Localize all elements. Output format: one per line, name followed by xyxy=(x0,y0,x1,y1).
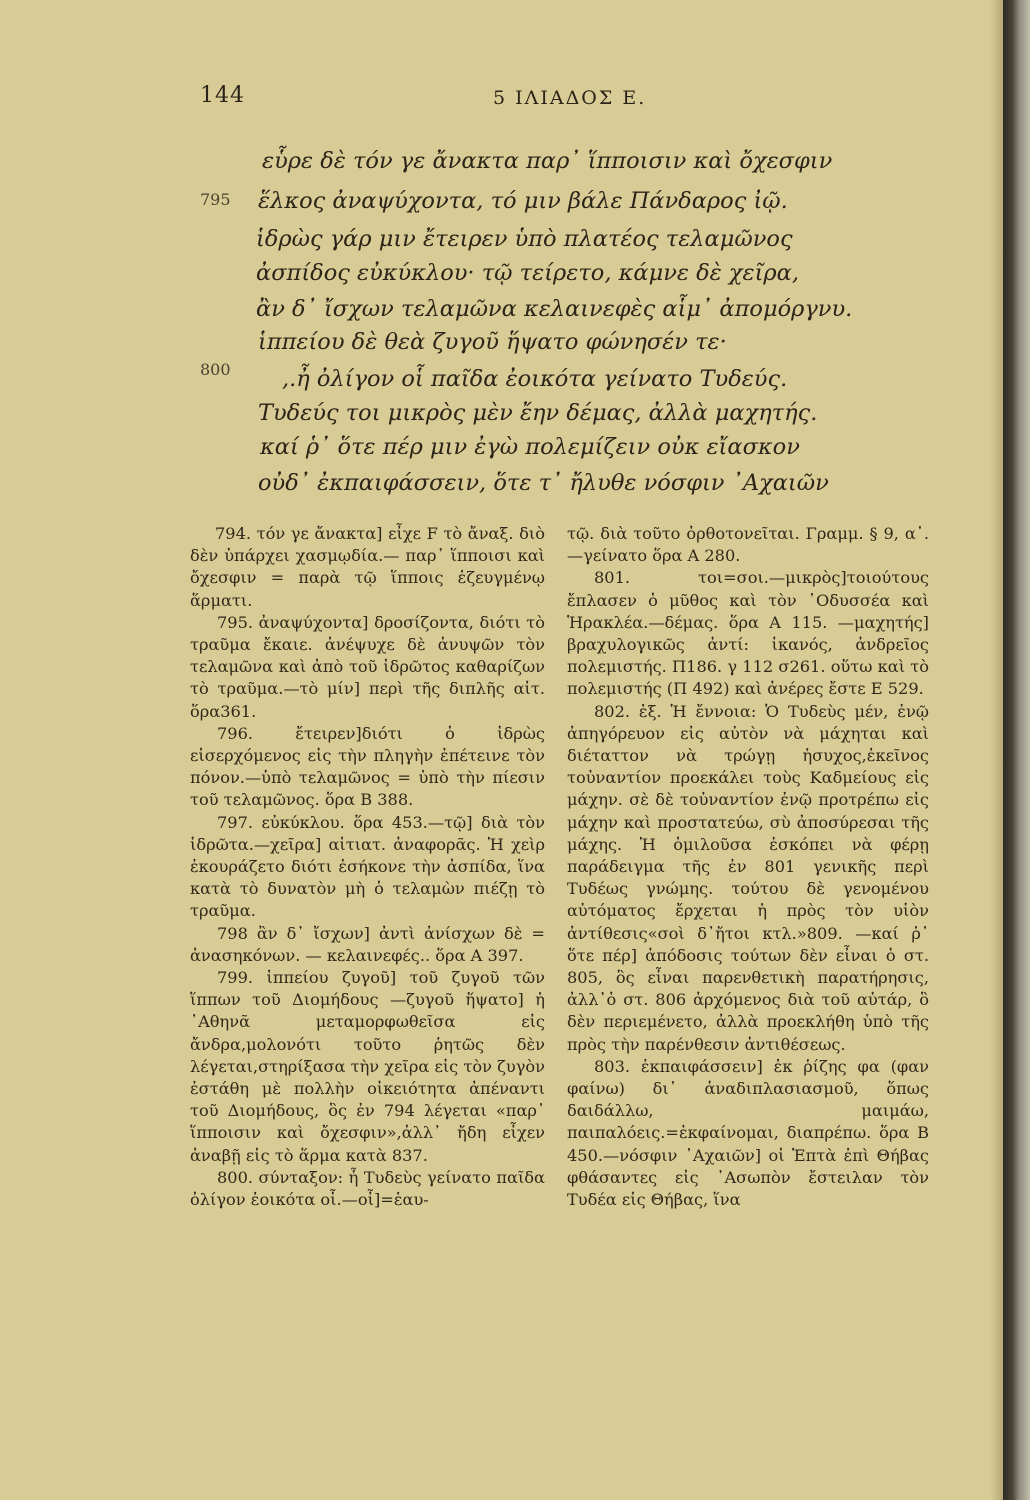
verse-line-number: 800 xyxy=(200,360,231,379)
verse-line: καί ῥ᾽ ὅτε πέρ μιν ἐγὼ πολεμίζειν οὐκ εἴασκον xyxy=(260,434,800,460)
verse-line: ,.ἦ ὀλίγον οἷ παῖδα ἐοικότα γείνατο Τυδεύς. xyxy=(282,366,788,392)
commentary-note: 796. ἔτειρεν]διότι ὁ ἱδρὼς εἰσερχόμενος εἰς τὴν πληγὴν ἐπέτεινε τὸν πόνον.—ὑπὸ τελαμῶνος = ὑπὸ τὴν πίεσιν τοῦ τελαμῶνος. ὅρα Β 388. xyxy=(190,723,545,810)
verse-line: ἱππείου δὲ θεὰ ζυγοῦ ἥψατο φώνησέν τε· xyxy=(258,329,727,355)
verse-line-number: 795 xyxy=(200,190,231,209)
commentary-note: 798 ἂν δ᾽ ἴσχων] ἀντὶ ἀνίσχων δὲ = ἀνασηκόνων. — κελαινεφές.. ὅρα Α 397. xyxy=(190,923,545,965)
commentary-left-column xyxy=(190,523,545,1211)
commentary-note: 795. ἀναψύχοντα] δροσίζοντα, διότι τὸ τραῦμα ἔκαιε. ἀνέψυχε δὲ ἀνυψῶν τὸν τελαμῶνα καὶ ἀπὸ τοῦ ἱδρῶτος καθαρίζων τὸ τραῦμα.—τὸ μίν] περὶ τῆς διπλῆς αἰτ. ὅρα361. xyxy=(190,612,545,721)
commentary-note: 803. ἐκπαιφάσσειν] ἐκ ῥίζης φα (φαν φαίνω) δι᾽ ἀναδιπλασιασμοῦ, ὅπως δαιδάλλω, μαιμάω, παιπαλόεις.=ἐκφαίνομαι, διαπρέπω. ὅρα Β 450.—νόσφιν ᾽Αχαιῶν] οἱ Ἑπτὰ ἐπὶ Θήβας φθάσαντες εἰς ᾽Ασωπὸν ἔστειλαν τὸν Τυδέα εἰς Θήβας, ἵνα xyxy=(567,1056,929,1210)
page-number: 144 xyxy=(200,83,245,108)
verse-line: Τυδεύς τοι μικρὸς μὲν ἔην δέμας, ἀλλὰ μαχητής. xyxy=(258,400,818,426)
book-spine-edge xyxy=(1003,0,1030,1500)
verse-line: οὐδ᾽ ἐκπαιφάσσειν, ὅτε τ᾽ ἤλυθε νόσφιν ᾽Αχαιῶν xyxy=(258,470,829,496)
verse-line: ἱδρὼς γάρ μιν ἔτειρεν ὑπὸ πλατέος τελαμῶνος xyxy=(256,226,793,252)
verse-line: εὗρε δὲ τόν γε ἄνακτα παρ᾽ ἵπποισιν καὶ ὄχεσφιν xyxy=(262,148,833,174)
verse-line: ἀσπίδος εὐκύκλου· τῷ τείρετο, κάμνε δὲ χεῖρα, xyxy=(256,260,799,286)
commentary-right-column xyxy=(567,523,929,1211)
page-gutter-shadow xyxy=(990,0,1004,1500)
verse-line: ἂν δ᾽ ἴσχων τελαμῶνα κελαινεφὲς αἷμ᾽ ἀπομόργνυ. xyxy=(256,296,853,322)
commentary-note: 800. σύνταξον: ἦ Τυδεὺς γείνατο παῖδα ὀλίγον ἐοικότα οἷ.—οἷ]=ἑαυ- xyxy=(190,1167,545,1210)
running-head: 5 ΙΛΙΑΔΟΣ Ε. xyxy=(493,87,647,109)
commentary-note: 799. ἱππείου ζυγοῦ] τοῦ ζυγοῦ τῶν ἵππων τοῦ Διομήδους —ζυγοῦ ἥψατο] ἡ ᾽Αθηνᾶ μεταμορφωθεῖσα εἰς ἄνδρα,μολονότι τοῦτο ῥητῶς δὲν λέγεται,στηρίξασα τὴν χεῖρα εἰς τὸν ζυγὸν ἐστάθη μὲ πολλὴν οἰκειότητα ἀπέναντι τοῦ Διομήδους, ὃς ἐν 794 λέγεται «παρ᾽ ἵπποισιν καὶ ὄχεσφιν»,ἀλλ᾽ ἤδη εἶχεν ἀναβῇ εἰς τὸ ἅρμα κατὰ 837. xyxy=(190,968,545,1165)
verse-line: ἕλκος ἀναψύχοντα, τό μιν βάλε Πάνδαρος ἰῷ. xyxy=(258,188,788,214)
commentary-note-continued: τῷ. διὰ τοῦτο ὀρθοτονεῖται. Γραμμ. § 9, α᾽.—γείνατο ὅρα Α 280. xyxy=(567,524,929,566)
commentary-note: 794. τόν γε ἄνακτα] εἶχε F τὸ ἄναξ. διὸ δὲν ὑπάρχει χασμῳδία.— παρ᾽ ἵπποισι καὶ ὄχεσφιν = παρὰ τῷ ἵπποις ἐζευγμένῳ ἅρματι. xyxy=(190,524,545,610)
commentary-note: 801. τοι=σοι.—μικρὸς]τοιούτους ἔπλασεν ὁ μῦθος καὶ τὸν ᾽Οδυσσέα καὶ Ἡρακλέα.—δέμας. ὅρα Α 115. —μαχητής] βραχυλογικῶς ἀντί: ἱκανός, ἀνδρεῖος πολεμιστής. Π186. γ 112 σ261. οὕτω καὶ τὸ πολεμιστής (Π 492) καὶ ἀνέρες ἔστε Ε 529. xyxy=(567,568,929,699)
commentary-note: 802. ἑξ. Ἡ ἔννοια: Ὁ Τυδεὺς μέν, ἐνῷ ἀπηγόρευον εἰς αὐτὸν νὰ μάχηται καὶ διέταττον νὰ τρώγῃ ἡσυχος,ἐκεῖνος τοὐναντίον προεκάλει τοὺς Καδμείους εἰς μάχην. σὲ δὲ τοὐναντίον ἐνῷ προτρέπω εἰς μάχην καὶ προστατεύω, σὺ ἀποσύρεσαι τῆς μάχης. Ἡ ὁμιλοῦσα ἐσκόπει νὰ φέρῃ παράδειγμα τῆς ἐν 801 γενικῆς περὶ Τυδέως γνώμης. τούτου δὲ γενομένου αὐτόματος ἔρχεται ἡ πρὸς τὸν υἱὸν ἀντίθεσις«σοὶ δ᾽ἤτοι κτλ.»809. —καί ῥ᾽ ὅτε πέρ] ἀπόδοσις τούτων δὲν εἶναι ὁ στ. 805, ὃς εἶναι παρενθετικὴ παρατήρησις, ἀλλ᾽ὁ στ. 806 ἀρχόμενος διὰ τοῦ αὐτάρ, ὃ δὲν περιεμένετο, ἀλλὰ προεκλήθη ὑπὸ τῆς πρὸς τὴν παρένθεσιν ἀντιθέσεως. xyxy=(567,701,929,1054)
commentary-note: 797. εὐκύκλου. ὅρα 453.—τῷ] διὰ τὸν ἱδρῶτα.—χεῖρα] αἰτιατ. ἀναφορᾶς. Ἡ χεὶρ ἐκουράζετο διότι ἐσήκονε τὴν ἀσπίδα, ἵνα κατὰ τὸ δυνατὸν μὴ ὁ τελαμὼν πιέζῃ τὸ τραῦμα. xyxy=(190,812,545,921)
